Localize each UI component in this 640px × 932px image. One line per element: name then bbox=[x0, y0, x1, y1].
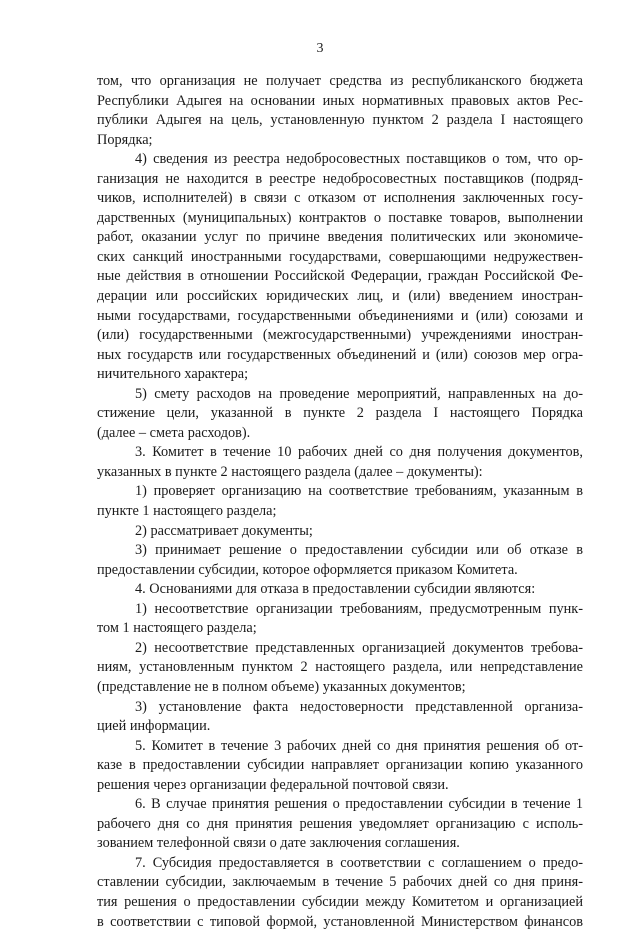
text-line: зованием телефонной связи о дате заключения соглашения. bbox=[97, 835, 460, 852]
text-line: ные действия в отношении Российской Федерации, граждан Российской Фе- bbox=[97, 268, 583, 285]
text-line: Порядка; bbox=[97, 131, 153, 148]
text-line: Республики Адыгея на основании иных нормативных правовых актов Рес- bbox=[97, 92, 583, 109]
text-line: ских санкций иностранными государствами, совершающими недружествен- bbox=[97, 248, 583, 265]
text-line: дарственных (муниципальных) контрактов о поставке товаров, выполнении bbox=[97, 209, 583, 226]
text-line: чиков, исполнителей) в связи с отказом от исполнения заключенных госу- bbox=[97, 190, 583, 207]
text-line: рабочего дня со дня принятия решения уведомляет организацию с исполь- bbox=[97, 815, 583, 832]
text-line: (далее – смета расходов). bbox=[97, 424, 251, 441]
text-line: указанных в пункте 2 настоящего раздела (далее – документы): bbox=[97, 463, 483, 480]
text-line: 2) рассматривает документы; bbox=[135, 522, 313, 539]
text-line: ганизация не находится в реестре недобросовестных поставщиков (подряд- bbox=[97, 170, 583, 187]
text-line: том 1 настоящего раздела; bbox=[97, 620, 257, 637]
text-line: том, что организация не получает средства из республиканского бюджета bbox=[97, 73, 583, 89]
text-line: решения через организации федеральной почтовой связи. bbox=[97, 776, 449, 793]
text-line: публики Адыгея на цель, установленную пунктом 2 раздела I настоящего bbox=[97, 112, 583, 129]
text-line: 5) смету расходов на проведение мероприятий, направленных на до- bbox=[135, 385, 583, 402]
page-number: 3 bbox=[316, 41, 324, 56]
text-line: казе в предоставлении субсидии направляет организации копию указанного bbox=[97, 757, 583, 774]
text-line: тия решения о предоставлении субсидии между Комитетом и организацией bbox=[97, 893, 583, 910]
text-line: (или) государственными (межгосударственными) учреждениями иностран- bbox=[97, 327, 583, 344]
text-line: ничительного характера; bbox=[97, 366, 249, 383]
text-line: ниям, установленным пунктом 2 настоящего раздела, или непредставление bbox=[97, 659, 583, 676]
text-line: ных государств или государственных объединений и (или) союзов мер огра- bbox=[97, 346, 583, 363]
text-line: стижение цели, указанной в пункте 2 раздела I настоящего Порядка bbox=[97, 405, 583, 422]
text-line: 4. Основаниями для отказа в предоставлении субсидии являются: bbox=[135, 581, 536, 598]
text-line: цией информации. bbox=[97, 718, 211, 735]
text-line: дерации или российских юридических лиц, и (или) введением иностран- bbox=[97, 288, 583, 305]
text-line: работ, оказании услуг по причине введения политических или экономиче- bbox=[97, 229, 583, 246]
text-line: в соответствии с типовой формой, установленной Министерством финансов bbox=[97, 913, 583, 930]
text-line: пункте 1 настоящего раздела; bbox=[97, 503, 277, 520]
text-line: 3) принимает решение о предоставлении субсидии или об отказе в bbox=[135, 542, 583, 559]
text-line: 5. Комитет в течение 3 рабочих дней со дня принятия решения об от- bbox=[135, 737, 583, 754]
text-line: 6. В случае принятия решения о предоставлении субсидии в течение 1 bbox=[135, 796, 583, 813]
text-line: 1) несоответствие организации требованиям, предусмотренным пунк- bbox=[135, 600, 583, 617]
text-line: (представление не в полном объеме) указанных документов; bbox=[97, 678, 466, 695]
text-line: 2) несоответствие представленных организацией документов требова- bbox=[135, 639, 583, 656]
text-line: ными государствами, государственными объединениями и (или) союзами и bbox=[97, 307, 583, 324]
text-line: 4) сведения из реестра недобросовестных поставщиков о том, что ор- bbox=[135, 151, 583, 168]
text-line: предоставлении субсидии, которое оформляется приказом Комитета. bbox=[97, 561, 518, 578]
document-body bbox=[97, 72, 583, 932]
text-line: ставлении субсидии, заключаемым в течение 5 рабочих дней со дня приня- bbox=[97, 874, 583, 891]
text-line: 3. Комитет в течение 10 рабочих дней со дня получения документов, bbox=[135, 444, 583, 461]
text-line: 7. Субсидия предоставляется в соответствии с соглашением о предо- bbox=[135, 854, 583, 871]
text-line: 1) проверяет организацию на соответствие требованиям, указанным в bbox=[135, 483, 583, 500]
text-line: 3) установление факта недостоверности представленной организа- bbox=[135, 698, 583, 715]
